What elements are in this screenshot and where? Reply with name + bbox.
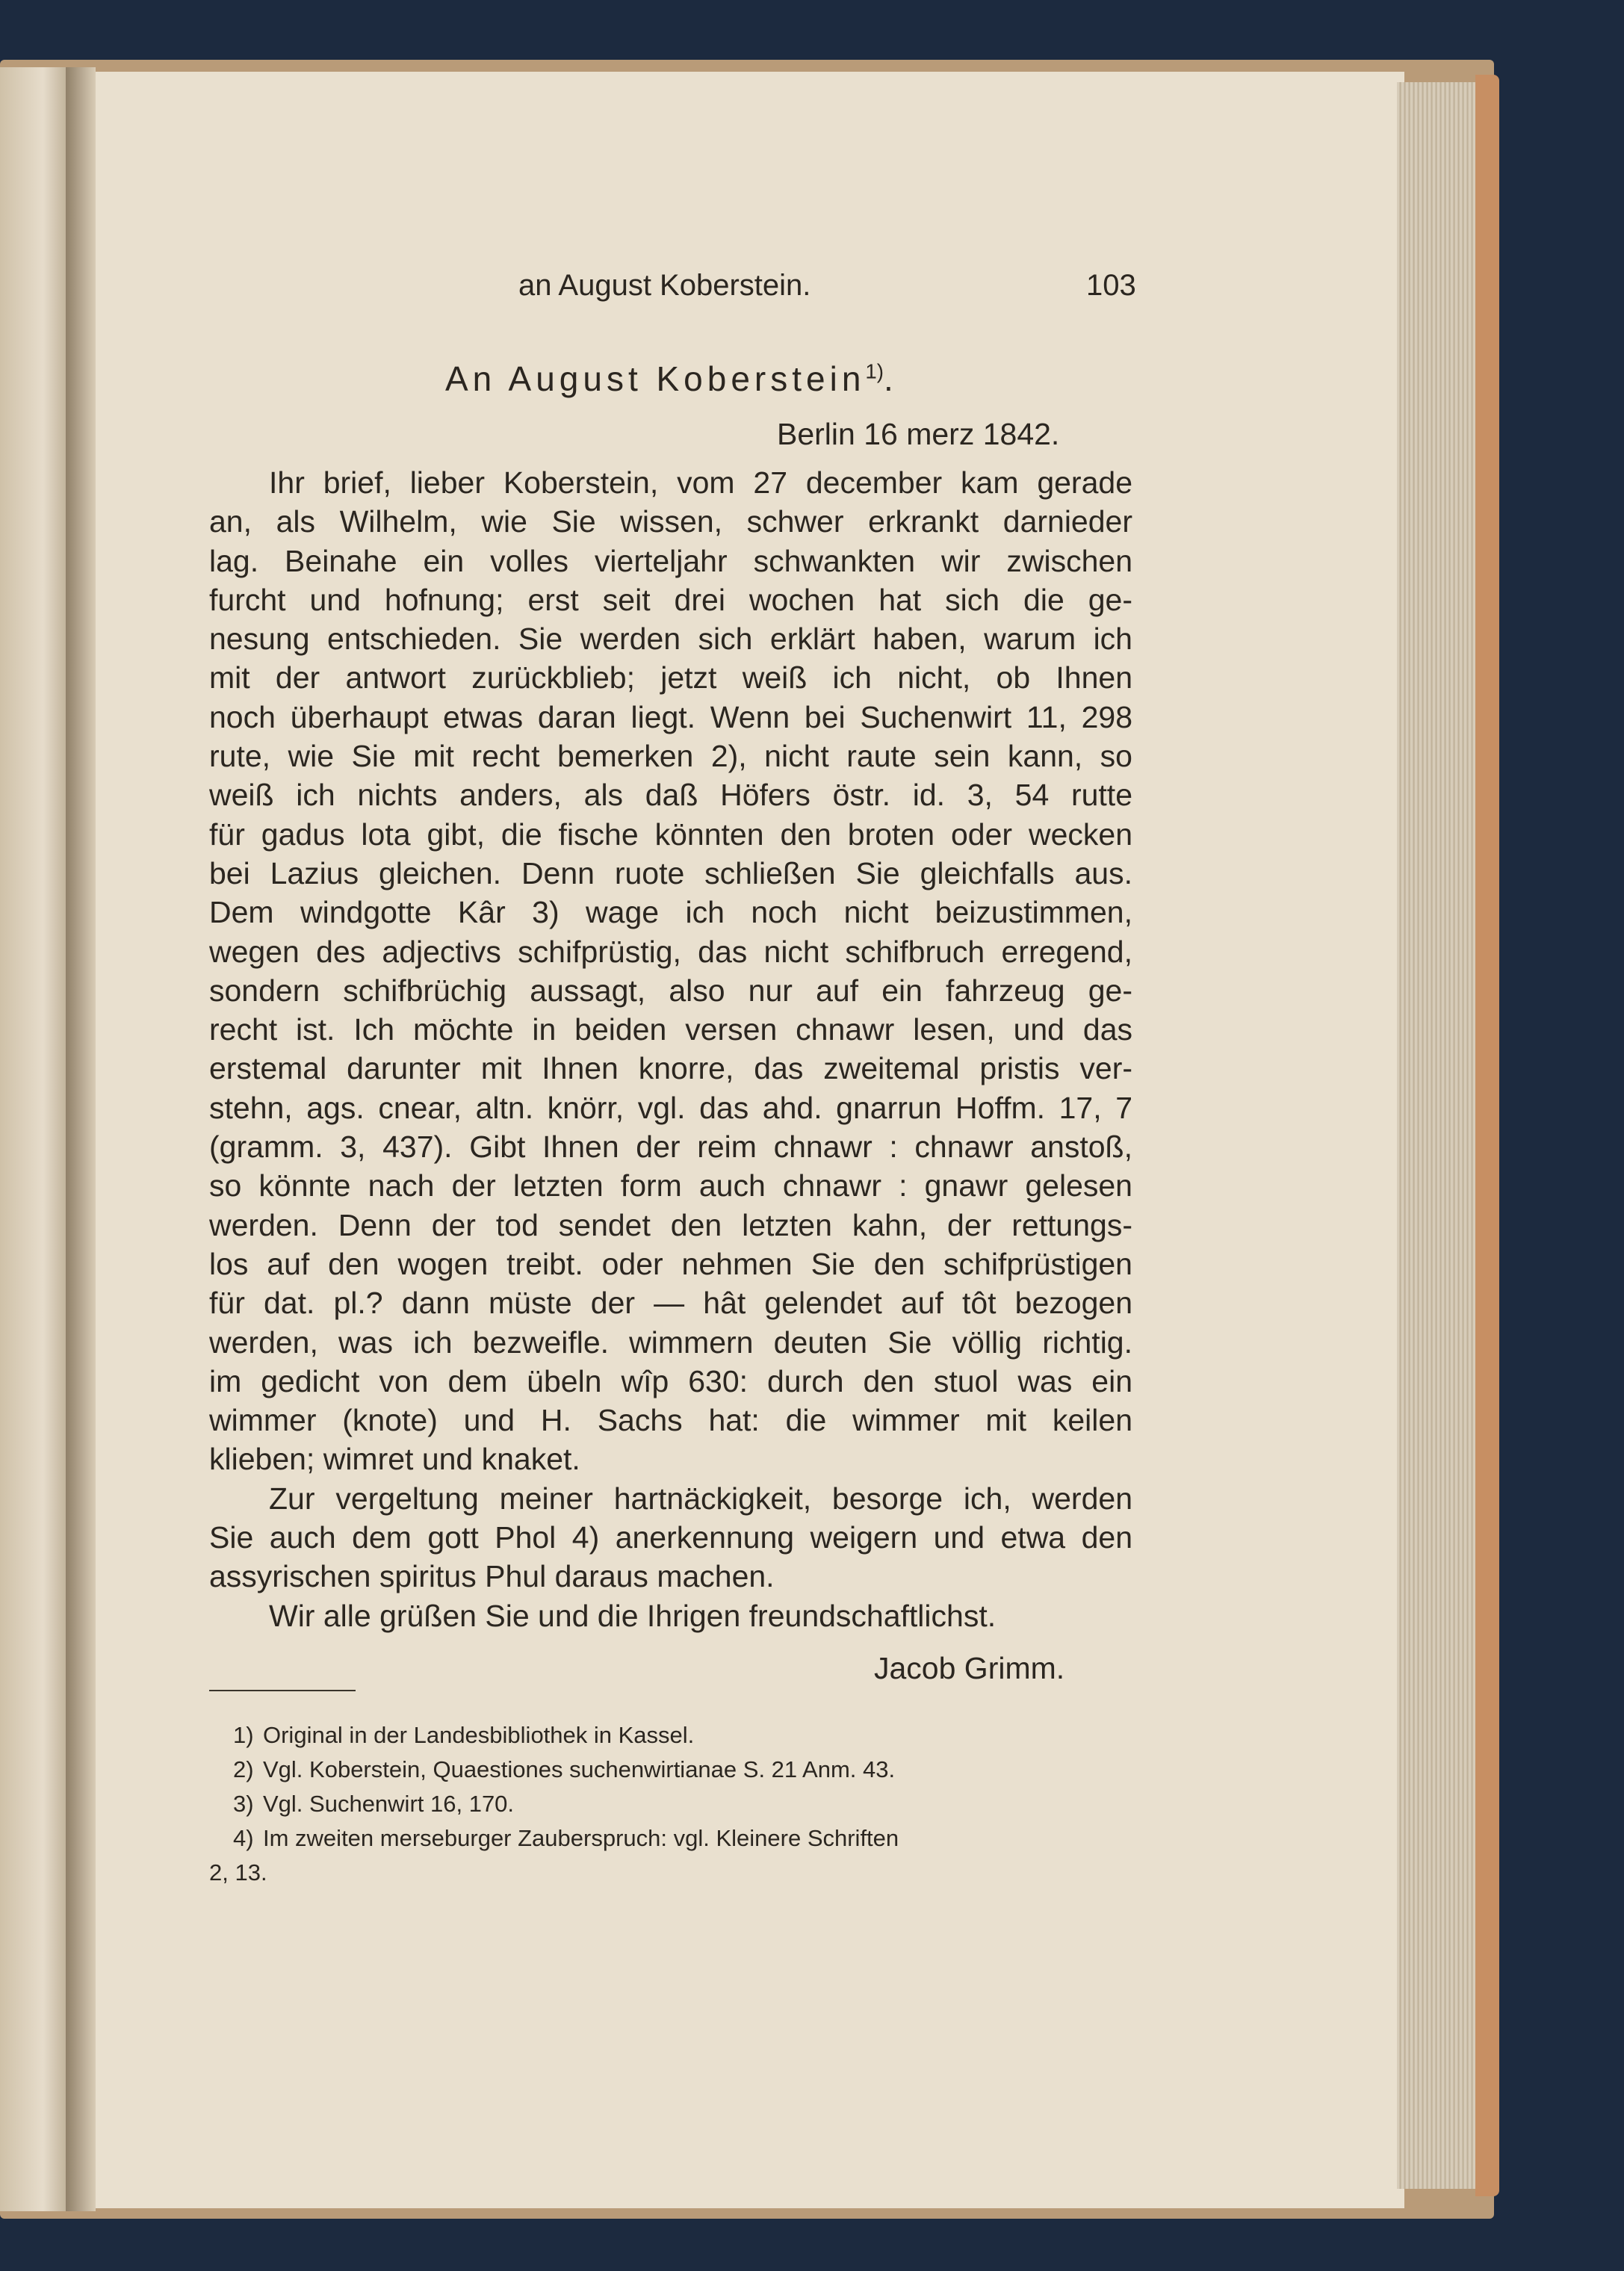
body-line: an, als Wilhelm, wie Sie wissen, schwer erkrankt darnieder [209,504,1132,539]
title-footnote-ref: 1) [865,359,884,383]
dateline: Berlin 16 merz 1842. [777,417,1060,451]
body-line: für dat. pl.? dann müste der — hât gelendet auf tôt bezogen [209,1286,1132,1321]
body-line: los auf den wogen treibt. oder nehmen Sie den schifprüstigen [209,1246,1132,1281]
footnote [209,1753,1128,1787]
body-line: recht ist. Ich möchte in beiden versen chnawr lesen, und das [209,1012,1132,1047]
body-line: so könnte nach der letzten form auch chnawr : gnawr gelesen [209,1168,1132,1203]
body-line: wimmer (knote) und H. Sachs hat: die wimmer mit keilen [209,1403,1132,1438]
footnote-rule [209,1690,356,1691]
page-gutter [66,67,96,2211]
body-line: rute, wie Sie mit recht bemerken 2), nicht raute sein kann, so [209,739,1132,774]
letter-title: An August Koberstein$^{1)}$. [445,359,898,398]
body-line: Sie auch dem gott Phol 4) anerkennung weigern und etwa den [209,1520,1132,1555]
body-line: noch überhaupt etwas daran liegt. Wenn bei Suchenwirt 11, 298 [209,699,1132,734]
footnote-number: 2) [233,1756,254,1782]
footnote-text: Vgl. Koberstein, Quaestiones suchenwirtianae S. 21 Anm. 43. [263,1756,896,1782]
body-line: klieben; wimret und knaket. [209,1442,580,1477]
footnote-number: 1) [233,1722,254,1748]
body-line: furcht und hofnung; erst seit drei wochen hat sich die ge- [209,582,1132,617]
body-line: für gadus lota gibt, die fische könnten den broten oder wecken [209,817,1132,852]
letter-body [209,463,1132,1635]
body-line: wegen des adjectivs schifprüstig, das nicht schifbruch erregend, [209,934,1132,969]
footnote-continuation: 2, 13. [209,1859,267,1886]
body-line: lag. Beinahe ein volles vierteljahr schwankten wir zwischen [209,543,1132,578]
body-line: stehn, ags. cnear, altn. knörr, vgl. das ahd. gnarrun Hoffm. 17, 7 [209,1090,1132,1125]
body-line: Dem windgotte Kâr 3) wage ich noch nicht beizustimmen, [209,895,1132,930]
body-line: sondern schifbrüchig aussagt, also nur auf ein fahrzeug ge- [209,973,1132,1008]
body-line: Zur vergeltung meiner hartnäckigkeit, besorge ich, werden [269,1481,1132,1516]
footnote-text: Original in der Landesbibliothek in Kassel. [263,1722,695,1748]
body-line: werden. Denn der tod sendet den letzten kahn, der rettungs- [209,1207,1132,1242]
body-line: assyrischen spiritus Phul daraus machen. [209,1559,775,1594]
body-line: (gramm. 3, 437). Gibt Ihnen der reim chnawr : chnawr anstoß, [209,1130,1132,1165]
footnote-number: 4) [233,1825,254,1851]
footnote [209,1718,1128,1753]
footnote-text: Im zweiten merseburger Zauberspruch: vgl. Kleinere Schriften [263,1825,899,1851]
body-line: Ihr brief, lieber Koberstein, vom 27 december kam gerade [269,465,1132,500]
running-header: an August Koberstein. [518,269,811,302]
signature: Jacob Grimm. [874,1651,1065,1685]
footnote [209,1787,1128,1821]
body-line: weiß ich nichts anders, als daß Höfers östr. id. 3, 54 rutte [209,778,1132,813]
body-line: werden, was ich bezweifle. wimmern deuten Sie völlig richtig. [209,1325,1132,1360]
footnote-number: 3) [233,1791,254,1817]
book-cover-edge [1475,75,1499,2196]
body-line: Wir alle grüßen Sie und die Ihrigen freundschaftlichst. [269,1598,997,1633]
page-fore-edge [1397,82,1479,2189]
body-line: im gedicht von dem übeln wîp 630: durch den stuol was ein [209,1363,1132,1398]
letter-title-text: An August Koberstein [445,359,866,398]
body-line: nesung entschieden. Sie werden sich erklärt haben, warum ich [209,622,1132,657]
page-number: 103 [1086,269,1136,302]
footnote [209,1821,1128,1856]
body-line: mit der antwort zurückblieb; jetzt weiß ich nicht, ob Ihnen [209,660,1132,695]
left-page-edge [0,67,72,2211]
body-line: bei Lazius gleichen. Denn ruote schließen Sie gleichfalls aus. [209,855,1132,890]
body-line: erstemal darunter mit Ihnen knorre, das zweitemal pristis ver- [209,1051,1132,1086]
footnote-text: Vgl. Suchenwirt 16, 170. [263,1791,515,1817]
